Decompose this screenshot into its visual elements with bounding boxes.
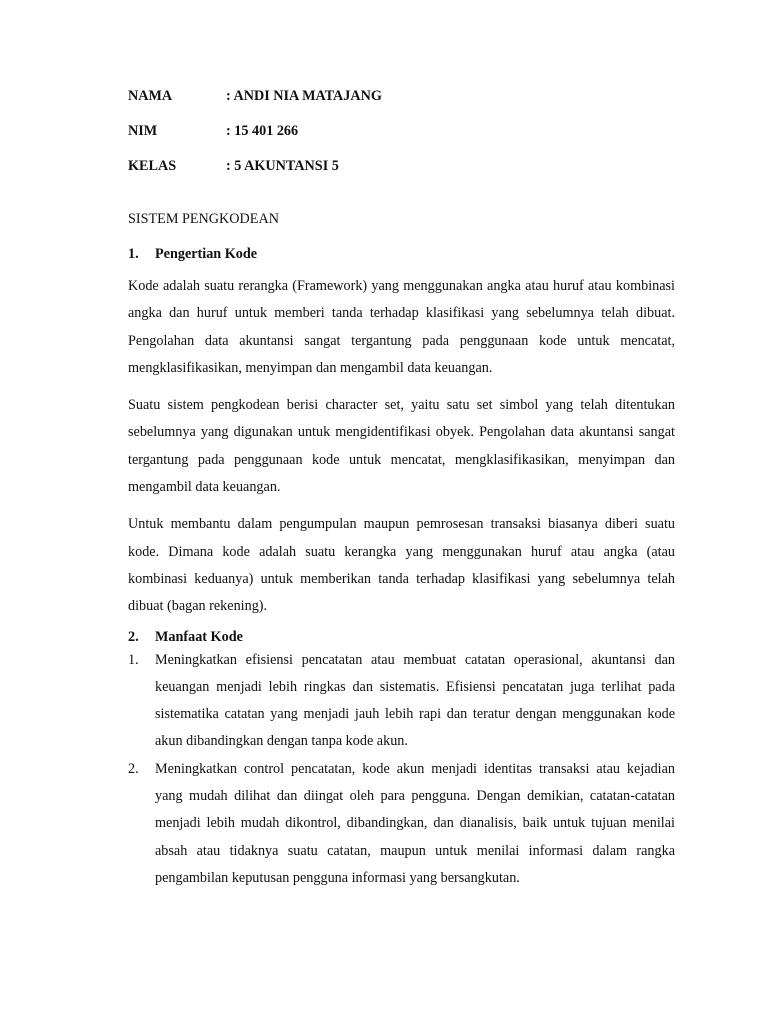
identity-label: NAMA	[128, 88, 173, 104]
benefit-list	[128, 647, 675, 893]
document-title: SISTEM PENGKODEAN	[128, 211, 279, 227]
identity-row-nama	[128, 86, 675, 106]
identity-value: : 5 AKUNTANSI 5	[226, 158, 339, 174]
list-number: 2.	[128, 760, 139, 777]
section-number: 1.	[128, 246, 139, 262]
paragraph: Suatu sistem pengkodean berisi character set, yaitu satu set simbol yang telah ditentukan sebelumnya yang digunakan untuk mengidentifikasi obyek. Pengolahan data akuntansi sangat tergantung pada penggunaan kode untuk mencatat, mengklasifikasikan, menyimpan dan mengambil data keuangan.	[128, 397, 675, 496]
list-number: 1.	[128, 651, 139, 668]
paragraph: Untuk membantu dalam pengumpulan maupun pemrosesan transaksi biasanya diberi suatu kode. Dimana kode adalah suatu kerangka yang menggunakan huruf atau angka (atau kombinasi keduanya) untuk memberikan tanda terhadap klasifikasi yang sebelumnya telah dibuat (bagan rekening).	[128, 516, 675, 615]
section-title: Pengertian Kode	[155, 246, 258, 262]
paragraph: Kode adalah suatu rerangka (Framework) yang menggunakan angka atau huruf atau kombinasi angka dan huruf untuk memberi tanda terhadap klasifikasi yang sebelumnya telah dibuat. Pengolahan data akuntansi sangat tergantung pada penggunaan kode untuk mencatat, mengklasifikasikan, menyimpan dan mengambil data keuangan.	[128, 278, 675, 376]
identity-row-nim	[128, 121, 675, 141]
document-page	[128, 86, 675, 892]
list-text: Meningkatkan efisiensi pencatatan atau membuat catatan operasional, akuntansi dan keuangan menjadi lebih ringkas dan sistematis. Efisiensi pencatatan juga terlihat pada sistematika catatan yang menjadi jauh lebih rapi dan teratur dengan menggunakan kode akun dibandingkan dengan tanpa kode akun.	[155, 651, 675, 750]
list-item	[128, 756, 675, 892]
section-heading-pengertian	[128, 244, 675, 264]
section-heading-manfaat	[128, 627, 675, 647]
identity-row-kelas	[128, 156, 675, 176]
list-item	[128, 647, 675, 756]
identity-value: : 15 401 266	[226, 123, 299, 139]
identity-value: : ANDI NIA MATAJANG	[226, 88, 382, 104]
section-number: 2.	[128, 628, 139, 645]
section-title: Manfaat Kode	[155, 628, 243, 645]
identity-label: KELAS	[128, 158, 177, 174]
identity-label: NIM	[128, 123, 158, 139]
list-text: Meningkatkan control pencatatan, kode akun menjadi identitas transaksi atau kejadian yang mudah dilihat dan diingat oleh para pengguna. Dengan demikian, catatan-catatan menjadi lebih mudah dikontrol, dibandingkan, dan dianalisis, baik untuk tujuan menilai absah atau tidaknya suatu catatan, maupun untuk menilai informasi dalam rangka pengambilan keputusan pengguna informasi yang bersangkutan.	[155, 760, 675, 886]
